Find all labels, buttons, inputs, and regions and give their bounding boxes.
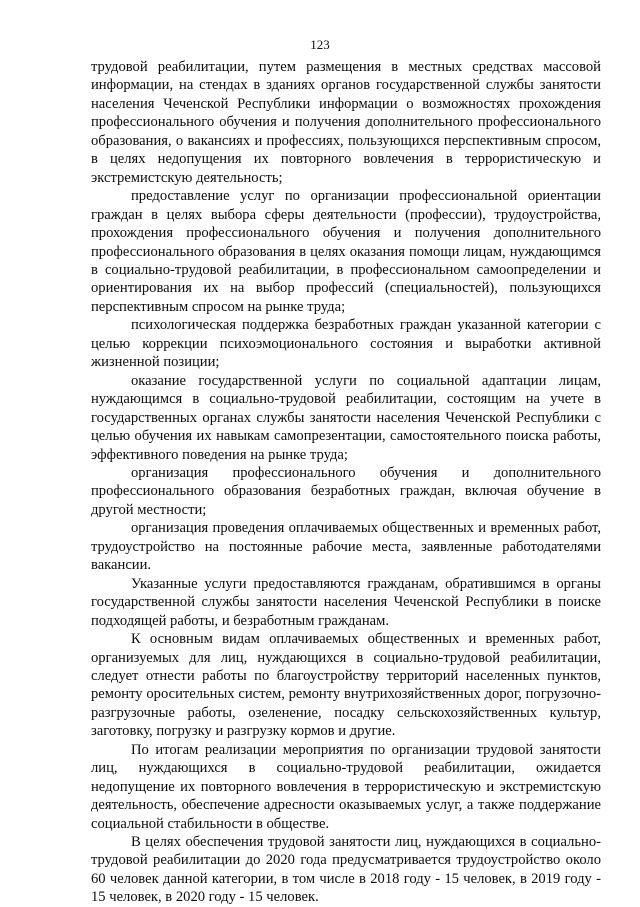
- paragraph-employment-targets: В целях обеспечения трудовой занятости лиц, нуждающихся в социально-трудовой реабилитации до 2020 года предусматривается трудоустройство около 60 человек данной категории, в том числе в 2018 году - 15 человек, в 2019 году - 15 человек, в 2020 году - 15 человек.: [91, 834, 601, 906]
- page-number: 123: [310, 37, 330, 52]
- paragraph-public-works: организация проведения оплачиваемых общественных и временных работ, трудоустройство на постоянные рабочие места, заявленные работодателями вакансии.: [91, 520, 601, 574]
- paragraph-career-guidance: предоставление услуг по организации профессиональной ориентации граждан в целях выбора сферы деятельности (профессии), трудоустройства, прохождения профессионального обучения и получения дополнительного профессионального образования в целях оказания помощи лицам, нуждающимся в социально-трудовой реабилитации, в профессиональном самоопределении и ориентирования их на выбор профессий (специальностей), пользующихся перспективным спросом на рынке труда;: [91, 188, 601, 315]
- paragraph-work-types: К основным видам оплачиваемых общественных и временных работ, организуемых для лиц, нуждающихся в социально-трудовой реабилитации, следует отнести работы по благоустройству территорий населенных пунктов, ремонту оросительных систем, ремонту внутрихозяйственных дорог, погрузочно-разгрузочные работы, озеленение, посадку сельскохозяйственных культур, заготовку, погрузку и разгрузку кормов и другие.: [91, 631, 601, 740]
- paragraph-vocational-training: организация профессионального обучения и дополнительного профессионального образования безработных граждан, включая обучение в другой местности;: [91, 464, 601, 518]
- paragraph-psychological-support: психологическая поддержка безработных граждан указанной категории с целью коррекции психоэмоционального состояния и выработки активной жизненной позиции;: [91, 317, 601, 371]
- paragraph-services-provided: Указанные услуги предоставляются гражданам, обратившимся в органы государственной службы занятости населения Чеченской Республики в поиске подходящей работы, и безработным гражданам.: [91, 575, 601, 629]
- paragraph-expected-results: По итогам реализации мероприятия по организации трудовой занятости лиц, нуждающихся в социально-трудовой реабилитации, ожидается недопущение их повторного вовлечения в террористическую и экстремистскую деятельность, обеспечение адресности оказываемых услуг, а также поддержание социальной стабильности в обществе.: [91, 741, 601, 832]
- paragraph-social-adaptation: оказание государственной услуги по социальной адаптации лицам, нуждающимся в социально-трудовой реабилитации, состоящим на учете в государственных органах службы занятости населения Чеченской Республики с целью обучения их навыкам самопрезентации, самостоятельного поиска работы, эффективного поведения на рынке труда;: [91, 372, 601, 463]
- body-text: [91, 58, 601, 907]
- paragraph-continuation: трудовой реабилитации, путем размещения в местных средствах массовой информации, на стендах в зданиях органов государственной службы занятости населения Чеченской Республики информации о возможностях прохождения профессионального обучения и получения дополнительного профессионального образования, о вакансиях и профессиях, пользующихся перспективным спросом, в целях недопущения их повторного вовлечения в террористическую и экстремистскую деятельность;: [91, 59, 601, 186]
